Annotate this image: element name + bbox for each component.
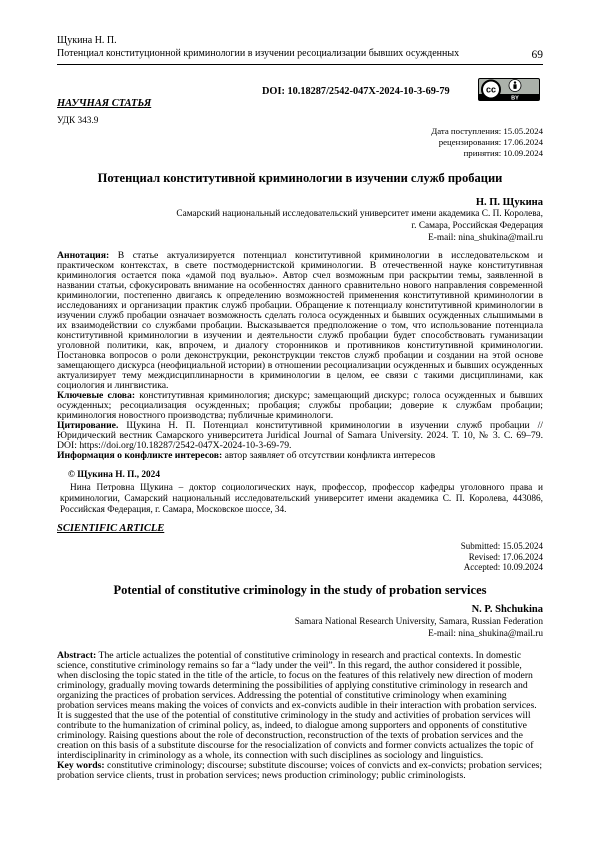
author-name-en: N. P. Shchukina <box>471 603 543 615</box>
date-revised-en: Revised: 17.06.2024 <box>468 551 543 562</box>
date-reviewed-ru: рецензирования: 17.06.2024 <box>438 137 543 147</box>
author-email-ru: E-mail: nina_shukina@mail.ru <box>428 233 543 243</box>
by-logo-text: BY <box>511 95 519 101</box>
keywords-ru <box>57 391 543 421</box>
author-email-en: E-mail: nina_shukina@mail.ru <box>428 628 543 639</box>
abstract-text-en: The article actualizes the potential of constitutive criminology in research and practical contexts. In domestic science, constitutive criminology remains so far a “lady under the veil”. In this regard, the author considered it possible, when disclosing the topic stated in the title of the article, to focus on the features of this relatively new direction of modern criminology, gradually moving towards determining the possibilities of applying constitutive criminology in research and organizing the practices of probation services. Addressing the potential of constitutive criminology when examining probation services means making the voices of convicts and ex-convicts audible in their interaction with probation services. It is suggested that the use of the potential of constitutive criminology in the study and activities of probation services will contribute to the humanization of criminal policy, as, indeed, to dialogue among supporters and opponents of constitutive criminology. Raising questions about the role of deconstruction, reconstruction of the texts of probation services and the creation on this basis of a substitute discourse for the resocialization of convicts and former convicts actualizes the topic of interdisciplinarity in criminology as a whole, its connection with such disciplines as sociology and linguistics. <box>57 649 537 761</box>
abstract-label-en: Abstract: <box>57 649 97 661</box>
dates-en <box>57 541 543 573</box>
date-submitted-en: Submitted: 15.05.2024 <box>460 541 543 551</box>
keywords-label-ru: Ключевые слова: <box>57 390 136 401</box>
citation-label-ru: Цитирование. <box>57 420 119 431</box>
cc-by-license-icon <box>478 78 540 101</box>
article-title-en: Potential of constitutive criminology in the study of probation services <box>113 582 487 597</box>
doi-label: DOI: 10.18287/2542-047X-2024-10-3-69-79 <box>262 86 450 97</box>
date-accepted-ru: принятия: 10.09.2024 <box>463 148 543 158</box>
affiliation-ru <box>176 208 543 244</box>
article-type-en: SCIENTIFIC ARTICLE <box>57 523 165 534</box>
keywords-label-en: Key words: <box>57 759 105 771</box>
author-name-ru: Н. П. Щукина <box>475 197 543 208</box>
keywords-en <box>57 761 543 781</box>
citation-ru <box>57 421 543 451</box>
running-title: Потенциал конституционной криминологии в изучении ресоциализации бывших осужденных <box>57 48 460 59</box>
conflict-of-interest-ru <box>57 451 543 461</box>
abstract-en <box>57 651 543 761</box>
affiliation-en <box>57 616 543 640</box>
abstract-ru <box>57 251 543 391</box>
cc-logo-text: cc <box>485 84 497 95</box>
date-accepted-en: Accepted: 10.09.2024 <box>463 562 543 572</box>
article-body <box>57 251 543 781</box>
header-title-row <box>57 47 543 60</box>
affiliation-institution-en: Samara National Research University, Samara, Russian Federation <box>294 616 543 627</box>
header-rule <box>57 64 543 65</box>
page-header <box>57 35 543 60</box>
abstract-text-ru: В статье актуализируется потенциал конститутивной криминологии в исследовательском и практическом контекстах, в свете постмодернистской криминологии. В отечественной науке конститутивная криминология остается пока «дамой под вуалью». Автор счел возможным при раскрытии темы, заявленной в названии статьи, сфокусировать внимание на особенностях данного сравнительно нового направления современной криминологии, постепенно двигаясь к определению возможностей применения конститутивной криминологии в исследованиях и организации практик служб пробации. Обращение к потенциалу конститутивной криминологии в изучении служб пробации означает возможность сделать голоса осужденных и бывших осужденных слышимыми в их взаимодействии со службами пробации. Высказывается предположение о том, что использование потенциала конститутивной криминологии в изучении и деятельности служб пробации будет способствовать гуманизации уголовной политики, как, впрочем, и диалогу сторонников и противников конститутивной криминологии. Постановка вопросов о роли деконструкции, реконструкции текстов служб пробации и создании на этой основе замещающего дискурса (неофициальной истории) в отношении ресоциализации осужденных и бывших осужденных актуализирует тему междисциплинарности в криминологии в целом, ее связи с такими дисциплинами, как социология и лингвистика. <box>57 250 543 391</box>
udc-code: УДК 343.9 <box>57 116 99 126</box>
page-number: 69 <box>531 49 543 61</box>
affiliation-city-ru: г. Самара, Российская Федерация <box>411 221 543 231</box>
conflict-text-ru: автор заявляет об отсутствии конфликта интересов <box>224 450 436 461</box>
person-body-shape <box>513 84 516 89</box>
dates-ru <box>431 126 543 159</box>
person-head-shape <box>514 81 516 83</box>
author-bio-ru: Нина Петровна Щукина – доктор социологических наук, профессор, профессор кафедры уголовного права и криминологии, Самарский национальный исследовательский университет имени академика С. П. Королева, 443086, Российская Федерация, г. Самара, Московское шоссе, 34. <box>60 483 543 515</box>
citation-text-ru: Щукина Н. П. Потенциал конститутивной криминологии в изучении служб пробации // Юридический вестник Самарского университета Juridical Journal of Samara University. 2024. Т. 10, № 3. С. 69–79. DOI: https://doi.org/10.18287/2542-047X-2024-10-3-69-79. <box>57 420 543 451</box>
conflict-label-ru: Информация о конфликте интересов: <box>57 450 223 461</box>
copyright-notice: © Щукина Н. П., 2024 <box>68 470 160 480</box>
abstract-label-ru: Аннотация: <box>57 250 110 261</box>
affiliation-institution-ru: Самарский национальный исследовательский университет имени академика С. П. Королева, <box>176 209 543 219</box>
article-type-ru: НАУЧНАЯ СТАТЬЯ <box>57 98 152 109</box>
header-author: Щукина Н. П. <box>57 35 117 46</box>
date-received-ru: Дата поступления: 15.05.2024 <box>431 126 543 136</box>
article-title-ru: Потенциал конститутивной криминологии в изучении служб пробации <box>97 171 503 185</box>
keywords-text-ru: конститутивная криминология; дискурс; замещающий дискурс; голоса осужденных и бывших осужденных; ресоциализация осужденных; пробация; службы пробации; доверие к службам пробации; криминология новостного производства; публичные криминологи. <box>57 390 543 421</box>
keywords-text-en: constitutive criminology; discourse; substitute discourse; voices of convicts and ex-convicts; probation services; probation service clients, trust in probation services; news production criminology; public criminologists. <box>57 759 543 781</box>
